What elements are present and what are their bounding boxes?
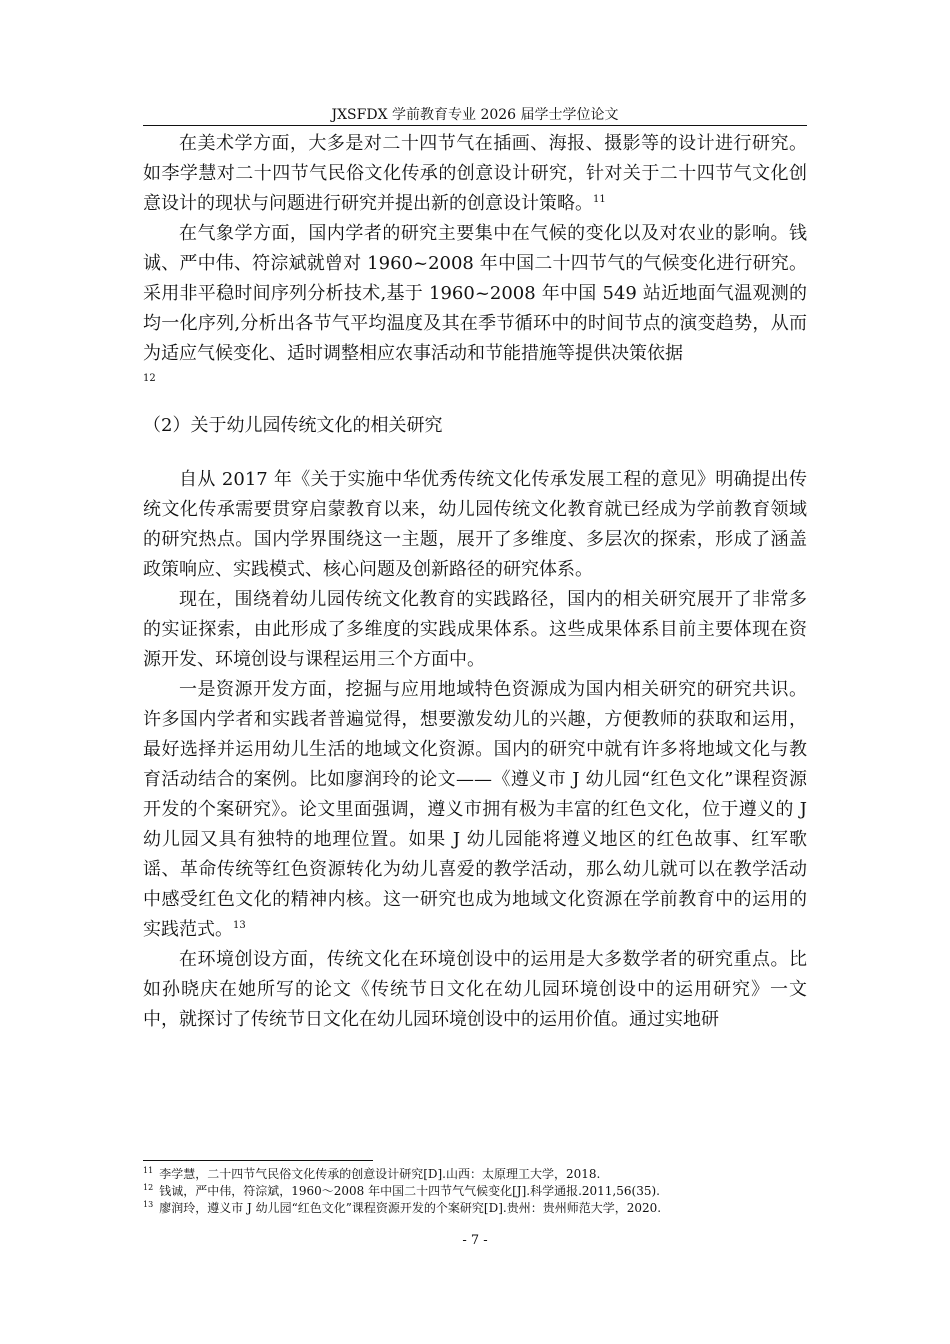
footnote-number: 11 bbox=[143, 1166, 154, 1175]
section-heading: （2）关于幼儿园传统文化的相关研究 bbox=[143, 415, 443, 436]
footnote-text: 廖润玲，遵义市 J 幼儿园“红色文化”课程资源开发的个案研究[D].贵州：贵州师范大学，2020. bbox=[159, 1201, 662, 1215]
footnote-text: 李学慧，二十四节气民俗文化传承的创意设计研究[D].山西：太原理工大学，2018. bbox=[159, 1167, 601, 1181]
header-rule bbox=[143, 125, 807, 126]
footnote-ref-12: 12 bbox=[143, 373, 156, 384]
paragraph-meteorology-text: 在气象学方面，国内学者的研究主要集中在气候的变化以及对农业的影响。钱诚、严中伟、符淙斌就曾对 1960~2008 年中国二十四节气的气候变化进行研究。采用非平稳时间序列分析技术,基于 1960~2008 年中国 549 站近地面气温观测的均一化序列,分析出各节气平均温度及其在季节循环中的时间节点的演变趋势，从而为适应气候变化、适时调整相应农事活动和节能措施等提供决策依据 bbox=[143, 223, 807, 364]
paragraph-policy: 自从 2017 年《关于实施中华优秀传统文化传承发展工程的意见》明确提出传统文化传承需要贯穿启蒙教育以来，幼儿园传统文化教育就已经成为学前教育领域的研究热点。国内学界围绕这一主题，展开了多维度、多层次的探索，形成了涵盖政策响应、实践模式、核心问题及创新路径的研究体系。 bbox=[143, 469, 807, 580]
paragraph-resources bbox=[143, 675, 807, 945]
paragraph-practice: 现在，围绕着幼儿园传统文化教育的实践路径，国内的相关研究展开了非常多的实证探索，由此形成了多维度的实践成果体系。这些成果体系目前主要体现在资源开发、环境创设与课程运用三个方面中。 bbox=[143, 589, 807, 670]
paragraph-art-text: 在美术学方面，大多是对二十四节气在插画、海报、摄影等的设计进行研究。如李学慧对二十四节气民俗文化传承的创意设计研究，针对关于二十四节气文化创意设计的现状与问题进行研究并提出新的创意设计策略。 bbox=[143, 133, 807, 214]
running-header: JXSFDX 学前教育专业 2026 届学士学位论文 bbox=[331, 107, 619, 123]
footnote-item bbox=[143, 1166, 807, 1183]
footnote-item bbox=[143, 1200, 807, 1217]
footnote-ref-13: 13 bbox=[233, 920, 246, 931]
page-number: - 7 - bbox=[462, 1233, 488, 1248]
footnote-ref-11: 11 bbox=[593, 194, 606, 205]
footnote-item bbox=[143, 1183, 807, 1200]
paragraph-environment: 在环境创设方面，传统文化在环境创设中的运用是大多数学者的研究重点。比如孙晓庆在她所写的论文《传统节日文化在幼儿园环境创设中的运用研究》一文中，就探讨了传统节日文化在幼儿园环境创设中的运用价值。通过实地研 bbox=[143, 949, 807, 1030]
footnote-text: 钱诚，严中伟，符淙斌，1960～2008 年中国二十四节气气候变化[J].科学通报.2011,56(35). bbox=[159, 1184, 660, 1198]
paragraph-resources-text: 一是资源开发方面，挖掘与应用地域特色资源成为国内相关研究的研究共识。许多国内学者和实践者普遍觉得，想要激发幼儿的兴趣，方便教师的获取和运用，最好选择并运用幼儿生活的地域文化资源。国内的研究中就有许多将地域文化与教育活动结合的案例。比如廖润玲的论文——《遵义市 J 幼儿园“红色文化”课程资源开发的个案研究》。论文里面强调，遵义市拥有极为丰富的红色文化，位于遵义的 J 幼儿园又具有独特的地理位置。如果 J 幼儿园能将遵义地区的红色故事、红军歌谣、革命传统等红色资源转化为幼儿喜爱的教学活动，那么幼儿就可以在教学活动中感受红色文化的精神内核。这一研究也成为地域文化资源在学前教育中的运用的实践范式。 bbox=[143, 679, 807, 940]
paragraph-art bbox=[143, 129, 807, 219]
footnote-rule bbox=[143, 1160, 373, 1161]
footnote-number: 13 bbox=[143, 1200, 154, 1209]
footnotes bbox=[143, 1166, 807, 1217]
footnote-number: 12 bbox=[143, 1183, 154, 1192]
body-text bbox=[143, 129, 807, 1035]
paragraph-meteorology bbox=[143, 219, 807, 369]
